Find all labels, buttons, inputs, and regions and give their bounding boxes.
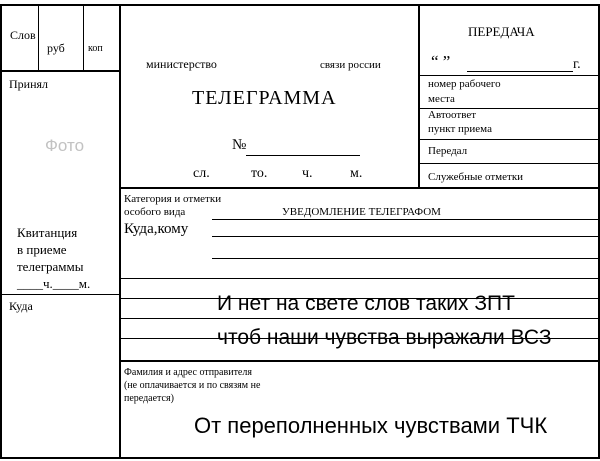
receipt-time-field: ____ч.____м. [17,276,91,291]
body-line-1 [120,278,599,279]
minutes-label: м. [350,166,363,181]
autoresponse-line1: Автоответ [428,109,477,121]
receipt-label-line1: Квитанция [17,225,78,240]
form-title: ТЕЛЕГРАММА [192,87,337,109]
photo-placeholder: Фото [45,136,85,155]
message-line-2: чтоб наши чувства выражали ВСЗ [217,326,552,349]
address-line-1 [212,236,598,237]
right-row-line-3 [419,139,599,140]
date-quotes: “ ” [431,52,451,71]
category-line [212,219,598,220]
ministry-of-label: связи россии [320,59,381,71]
ministry-label: министерство [146,57,217,71]
workplace-number-line1: номер рабочего [428,78,501,90]
address-label: Куда,кому [124,221,189,237]
category-label-line1: Категория и отметки [124,193,222,205]
outer-border-left [0,4,2,459]
year-suffix: г. [573,57,581,72]
number-sign: № [232,137,247,153]
header-words-label: Слов [10,28,36,42]
receipt-label-line2: в приеме [17,242,67,257]
prinyal-label: Принял [9,77,49,91]
right-row-line-4 [419,163,599,164]
body-section-bottom [120,360,599,362]
number-underline [246,155,360,156]
category-value: УВЕДОМЛЕНИЕ ТЕЛЕГРАФОМ [282,206,441,218]
address-line-2 [212,258,598,259]
header-section-bottom [120,187,599,189]
words-count-label: сл. [193,166,210,181]
sender-label-line1: Фамилия и адрес отправителя [124,367,252,378]
autoresponse-line2: пункт приема [428,123,492,135]
message-line-1: И нет на свете слов таких ЗПТ [217,292,515,315]
category-label-line2: особого вида [124,206,186,218]
header-kop-label: коп [88,43,103,54]
outer-border-bottom [0,457,600,459]
service-marks-label: Служебные отметки [428,171,524,183]
date-underline [467,71,573,72]
receipt-label-line3: телеграммы [17,259,84,274]
outer-border-top [0,4,600,6]
header-cell-divider-2 [83,4,84,71]
sender-value: От переполненных чувствами ТЧК [194,413,548,438]
kuda-label: Куда [9,299,33,313]
receipt-underline [0,294,120,295]
sender-label-line3: передается) [124,393,174,404]
right-row-line-1 [419,75,599,76]
workplace-number-line2: места [428,93,455,105]
column-divider [119,4,121,459]
right-block-divider [418,4,420,188]
header-cell-bottom [0,70,120,72]
hours-label: ч. [302,166,313,181]
sender-label-line2: (не оплачивается и по связям не [124,380,261,391]
to-label: то. [251,166,268,181]
peredacha-label: ПЕРЕДАЧА [468,24,535,39]
body-line-3 [120,318,599,319]
peredal-label: Передал [428,145,468,157]
header-rub-label: руб [47,41,65,55]
header-cell-divider-1 [38,4,39,71]
